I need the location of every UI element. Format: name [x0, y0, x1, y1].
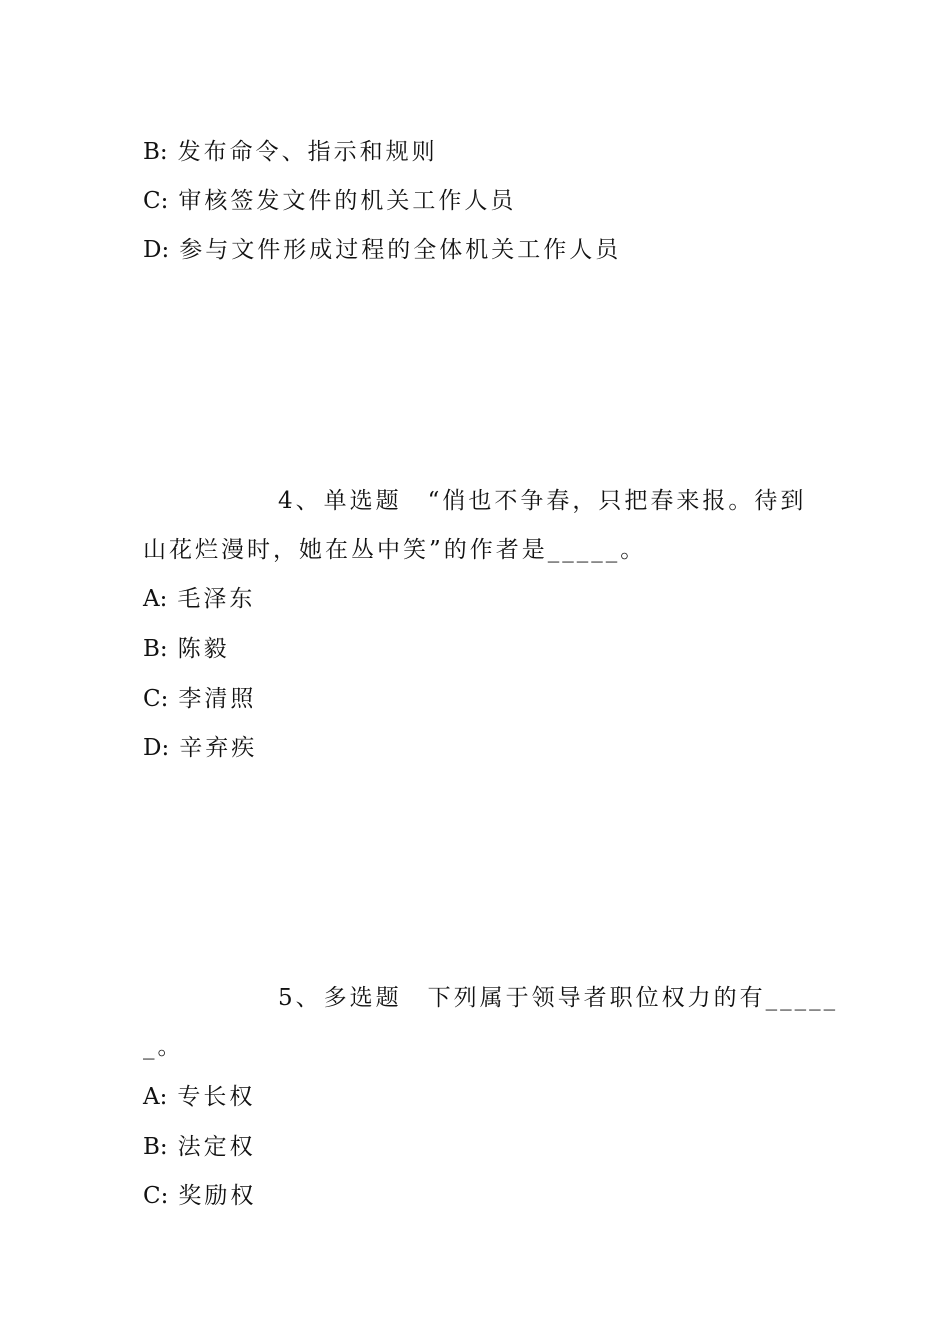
option-text: 专长权 — [177, 1084, 256, 1110]
question-type: 单选题 — [323, 488, 402, 514]
q5-option-b — [143, 1132, 256, 1162]
option-key: A: — [143, 1084, 168, 1110]
q5-option-a — [143, 1082, 255, 1112]
question-type: 多选题 — [323, 985, 402, 1011]
question-text: 下列属于领导者职位权力的有_____ — [427, 985, 839, 1011]
option-key: A: — [143, 586, 168, 612]
option-text: 李清照 — [178, 686, 257, 712]
option-key: C: — [143, 188, 169, 214]
option-key: C: — [143, 1183, 169, 1209]
option-key: C: — [143, 686, 169, 712]
question-text: “俏也不争春，只把春来报。待到 — [427, 488, 807, 514]
option-key: B: — [143, 139, 168, 165]
question-number: 5、 — [278, 985, 322, 1011]
q4-option-c — [143, 684, 256, 714]
option-text: 发布命令、指示和规则 — [177, 139, 438, 165]
q5-stem-line2: _。 — [143, 1034, 184, 1060]
q4-stem-line1 — [278, 486, 806, 516]
question-number: 4、 — [278, 488, 322, 514]
option-text: 审核签发文件的机关工作人员 — [178, 188, 517, 214]
option-text: 奖励权 — [178, 1183, 257, 1209]
option-text: 法定权 — [177, 1134, 256, 1160]
option-key: D: — [143, 237, 170, 263]
q3-option-d — [143, 235, 621, 265]
q3-option-c — [143, 186, 516, 216]
q4-option-d — [143, 733, 257, 763]
option-key: D: — [143, 735, 170, 761]
q4-option-b — [143, 634, 230, 664]
option-text: 陈毅 — [177, 636, 230, 662]
option-key: B: — [143, 636, 168, 662]
q4-option-a — [143, 584, 255, 614]
q5-stem-line1 — [278, 983, 838, 1013]
option-key: B: — [143, 1134, 168, 1160]
q3-option-b — [143, 137, 438, 167]
q5-option-c — [143, 1181, 256, 1211]
option-text: 毛泽东 — [177, 586, 256, 612]
option-text: 参与文件形成过程的全体机关工作人员 — [179, 237, 622, 263]
q4-stem-line2: 山花烂漫时，她在丛中笑”的作者是_____。 — [143, 537, 647, 563]
option-text: 辛弃疾 — [179, 735, 258, 761]
